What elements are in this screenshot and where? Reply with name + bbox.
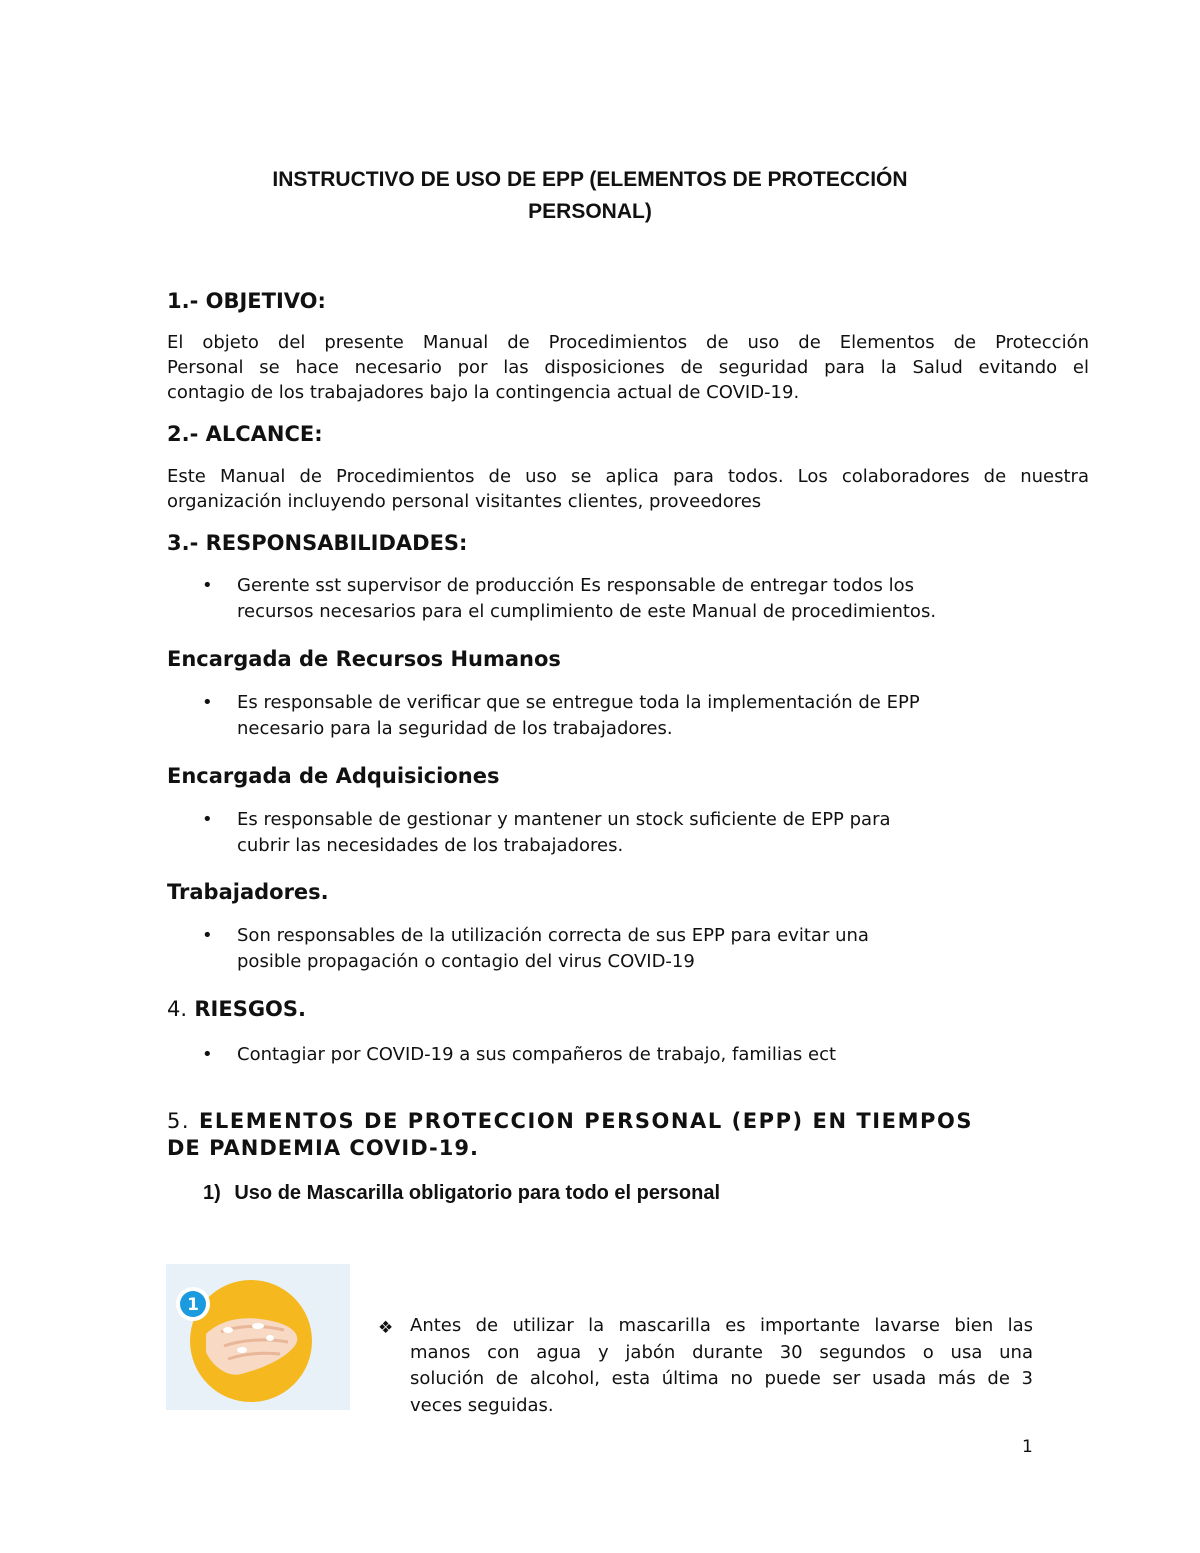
bullet-rrhh-text (237, 690, 920, 742)
bullet-line: posible propagación o contagio del virus COVID-19 (237, 951, 695, 972)
bullet-dot: • (202, 809, 213, 830)
riesgos-number: 4. (167, 997, 188, 1021)
document-title-line1: INSTRUCTIVO DE USO DE EPP (ELEMENTOS DE PROTECCIÓN (272, 168, 908, 191)
paragraph-line: contagio de los trabajadores bajo la contingencia actual de COVID-19. (167, 382, 800, 403)
paragraph-line: Personal se hace necesario por las disposiciones de seguridad para la Salud evitando el (167, 357, 1089, 378)
sub-number: 1) (203, 1182, 221, 1204)
bullet-line: Gerente sst supervisor de producción Es responsable de entregar todos los (237, 575, 915, 596)
trabajadores-heading: Trabajadores. (167, 880, 329, 904)
bullet-dot: • (202, 925, 213, 946)
handwash-icon (166, 1264, 350, 1410)
section-objetivo-heading: 1.- OBJETIVO: (167, 289, 326, 313)
section-epp-heading-line2: DE PANDEMIA COVID-19. (167, 1136, 479, 1160)
riesgos-title: RIESGOS. (194, 997, 307, 1021)
section-alcance-heading: 2.- ALCANCE: (167, 422, 323, 446)
section-alcance-paragraph (167, 464, 1089, 514)
bullet-line: recursos necesarios para el cumplimiento de este Manual de procedimientos. (237, 601, 937, 622)
section-epp-heading (167, 1106, 1019, 1136)
epp-number: 5. (167, 1109, 191, 1133)
bullet-trabajadores-text (237, 923, 869, 975)
paragraph-line: Este Manual de Procedimientos de uso se aplica para todos. Los colaboradores de nuestra (167, 466, 1089, 487)
adquisiciones-heading: Encargada de Adquisiciones (167, 764, 500, 788)
bullet-line: cubrir las necesidades de los trabajadores. (237, 835, 624, 856)
bullet-riesgos-text (237, 1042, 836, 1068)
instruction-line: veces seguidas. (410, 1394, 554, 1416)
bullet-line: Contagiar por COVID-19 a sus compañeros de trabajo, familias ect (237, 1044, 837, 1065)
bullet-adquisiciones-text (237, 807, 891, 859)
bullet-line: Es responsable de verificar que se entregue toda la implementación de EPP (237, 692, 920, 713)
section-riesgos-heading (167, 997, 306, 1021)
bullet-dot: • (202, 692, 213, 713)
document-title-line2: PERSONAL) (528, 200, 652, 223)
instruction-line: solución de alcohol, esta última no puede ser usada más de 3 (410, 1368, 1033, 1389)
paragraph-line: El objeto del presente Manual de Procedimientos de uso de Elementos de Protección (167, 332, 1089, 353)
handwash-illustration (166, 1264, 350, 1410)
rrhh-heading: Encargada de Recursos Humanos (167, 647, 561, 671)
bullet-line: necesario para la seguridad de los trabajadores. (237, 718, 673, 739)
bullet-gerente-text (237, 573, 936, 625)
step-badge: 1 (187, 1295, 199, 1315)
bullet-line: Es responsable de gestionar y mantener un stock suficiente de EPP para (237, 809, 891, 830)
instruction-line: manos con agua y jabón durante 30 segundos o usa una (410, 1341, 1033, 1363)
section-objetivo-paragraph (167, 330, 1089, 405)
section-responsabilidades-heading: 3.- RESPONSABILIDADES: (167, 531, 468, 555)
bullet-line: Son responsables de la utilización correcta de sus EPP para evitar una (237, 925, 869, 946)
mascarilla-subheading (203, 1182, 720, 1205)
instruction-line: Antes de utilizar la mascarilla es importante lavarse bien las (410, 1315, 1033, 1336)
handwash-instructions (410, 1313, 1033, 1419)
paragraph-line: organización incluyendo personal visitantes clientes, proveedores (167, 491, 762, 512)
bullet-dot: • (202, 575, 213, 596)
epp-title-line1: ELEMENTOS DE PROTECCION PERSONAL (EPP) EN TIEMPOS (199, 1109, 974, 1133)
bullet-dot: • (202, 1044, 213, 1065)
page-number: 1 (1022, 1437, 1033, 1457)
diamond-bullet-icon: ❖ (378, 1318, 394, 1338)
sub-text: Uso de Mascarilla obligatorio para todo el personal (234, 1182, 721, 1204)
